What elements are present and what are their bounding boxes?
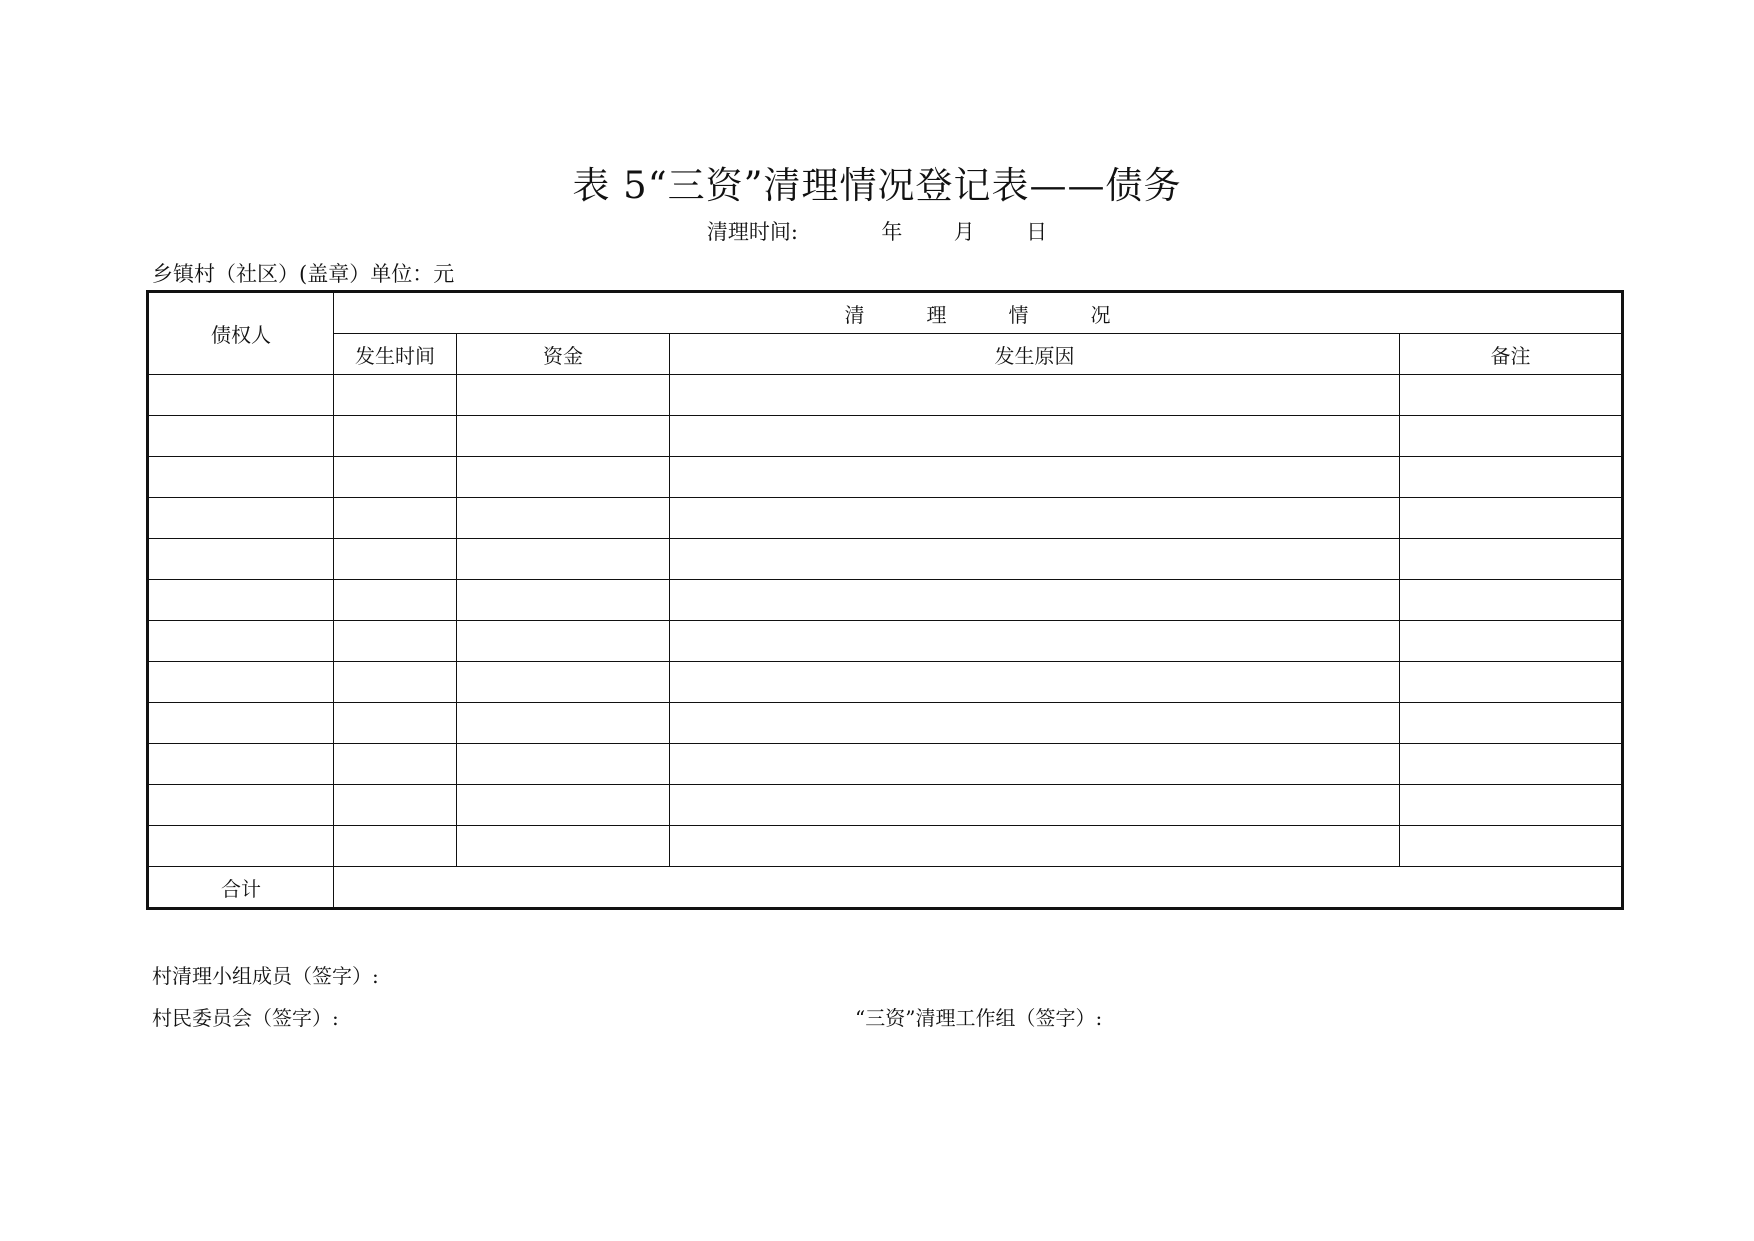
creditor-cell[interactable] — [148, 826, 334, 867]
table-subheader-row — [148, 334, 1623, 375]
occurrence-time-cell[interactable] — [334, 580, 457, 621]
creditor-header: 债权人 — [148, 292, 334, 375]
creditor-cell[interactable] — [148, 785, 334, 826]
total-label: 合计 — [148, 867, 334, 909]
table-row — [148, 703, 1623, 744]
reason-cell[interactable] — [670, 785, 1400, 826]
occurrence-time-cell[interactable] — [334, 375, 457, 416]
funds-cell[interactable] — [457, 416, 670, 457]
funds-cell[interactable] — [457, 785, 670, 826]
remarks-cell[interactable] — [1400, 375, 1623, 416]
remarks-cell[interactable] — [1400, 744, 1623, 785]
remarks-cell[interactable] — [1400, 416, 1623, 457]
creditor-cell[interactable] — [148, 703, 334, 744]
occurrence-time-cell[interactable] — [334, 662, 457, 703]
table-row — [148, 539, 1623, 580]
creditor-cell[interactable] — [148, 539, 334, 580]
debt-register-table — [146, 290, 1624, 910]
funds-cell[interactable] — [457, 662, 670, 703]
creditor-cell[interactable] — [148, 375, 334, 416]
total-value-cell[interactable] — [334, 867, 1623, 909]
creditor-cell[interactable] — [148, 580, 334, 621]
occurrence-time-cell[interactable] — [334, 826, 457, 867]
column-header-occurrence-time: 发生时间 — [334, 334, 457, 375]
table-row — [148, 375, 1623, 416]
occurrence-time-cell[interactable] — [334, 744, 457, 785]
table-row — [148, 662, 1623, 703]
reason-cell[interactable] — [670, 580, 1400, 621]
occurrence-time-cell[interactable] — [334, 703, 457, 744]
remarks-cell[interactable] — [1400, 703, 1623, 744]
creditor-cell[interactable] — [148, 744, 334, 785]
funds-cell[interactable] — [457, 621, 670, 662]
remarks-cell[interactable] — [1400, 785, 1623, 826]
reason-cell[interactable] — [670, 662, 1400, 703]
reason-cell[interactable] — [670, 416, 1400, 457]
funds-cell[interactable] — [457, 498, 670, 539]
reason-cell[interactable] — [670, 539, 1400, 580]
table-row — [148, 744, 1623, 785]
reason-cell[interactable] — [670, 703, 1400, 744]
unit-line: 乡镇村（社区）(盖章）单位：元 — [152, 262, 455, 286]
creditor-cell[interactable] — [148, 416, 334, 457]
creditor-cell[interactable] — [148, 621, 334, 662]
table-row — [148, 498, 1623, 539]
funds-cell[interactable] — [457, 703, 670, 744]
cleanup-date-year: 年 — [881, 220, 903, 244]
total-row — [148, 867, 1623, 909]
table-row — [148, 826, 1623, 867]
column-header-reason: 发生原因 — [670, 334, 1400, 375]
funds-cell[interactable] — [457, 744, 670, 785]
funds-cell[interactable] — [457, 826, 670, 867]
table-row — [148, 785, 1623, 826]
funds-cell[interactable] — [457, 457, 670, 498]
cleanup-date-label: 清理时间: — [706, 220, 798, 244]
table-row — [148, 416, 1623, 457]
occurrence-time-cell[interactable] — [334, 416, 457, 457]
reason-cell[interactable] — [670, 498, 1400, 539]
occurrence-time-cell[interactable] — [334, 457, 457, 498]
remarks-cell[interactable] — [1400, 539, 1623, 580]
cleanup-status-header: 清理情况 — [334, 292, 1623, 334]
table-row — [148, 621, 1623, 662]
funds-cell[interactable] — [457, 580, 670, 621]
occurrence-time-cell[interactable] — [334, 498, 457, 539]
cleanup-date-line — [0, 216, 1754, 246]
remarks-cell[interactable] — [1400, 498, 1623, 539]
occurrence-time-cell[interactable] — [334, 785, 457, 826]
table-row — [148, 457, 1623, 498]
cleanup-date-month: 月 — [953, 220, 975, 244]
creditor-cell[interactable] — [148, 498, 334, 539]
cleanup-date-day: 日 — [1026, 220, 1048, 244]
remarks-cell[interactable] — [1400, 580, 1623, 621]
remarks-cell[interactable] — [1400, 826, 1623, 867]
remarks-cell[interactable] — [1400, 621, 1623, 662]
signature-villagers-committee: 村民委员会（签字）: — [152, 1006, 339, 1030]
signature-group-members: 村清理小组成员（签字）: — [152, 964, 379, 988]
table-row — [148, 580, 1623, 621]
reason-cell[interactable] — [670, 744, 1400, 785]
creditor-cell[interactable] — [148, 457, 334, 498]
form-title: 表 5“三资”清理情况登记表——债务 — [572, 164, 1182, 207]
remarks-cell[interactable] — [1400, 457, 1623, 498]
reason-cell[interactable] — [670, 826, 1400, 867]
remarks-cell[interactable] — [1400, 662, 1623, 703]
table-header-row — [148, 292, 1623, 334]
occurrence-time-cell[interactable] — [334, 621, 457, 662]
creditor-cell[interactable] — [148, 662, 334, 703]
signature-work-group: “三资”清理工作组（签字）: — [855, 1006, 1103, 1030]
funds-cell[interactable] — [457, 375, 670, 416]
reason-cell[interactable] — [670, 621, 1400, 662]
funds-cell[interactable] — [457, 539, 670, 580]
reason-cell[interactable] — [670, 375, 1400, 416]
reason-cell[interactable] — [670, 457, 1400, 498]
column-header-remarks: 备注 — [1400, 334, 1623, 375]
occurrence-time-cell[interactable] — [334, 539, 457, 580]
column-header-funds: 资金 — [457, 334, 670, 375]
